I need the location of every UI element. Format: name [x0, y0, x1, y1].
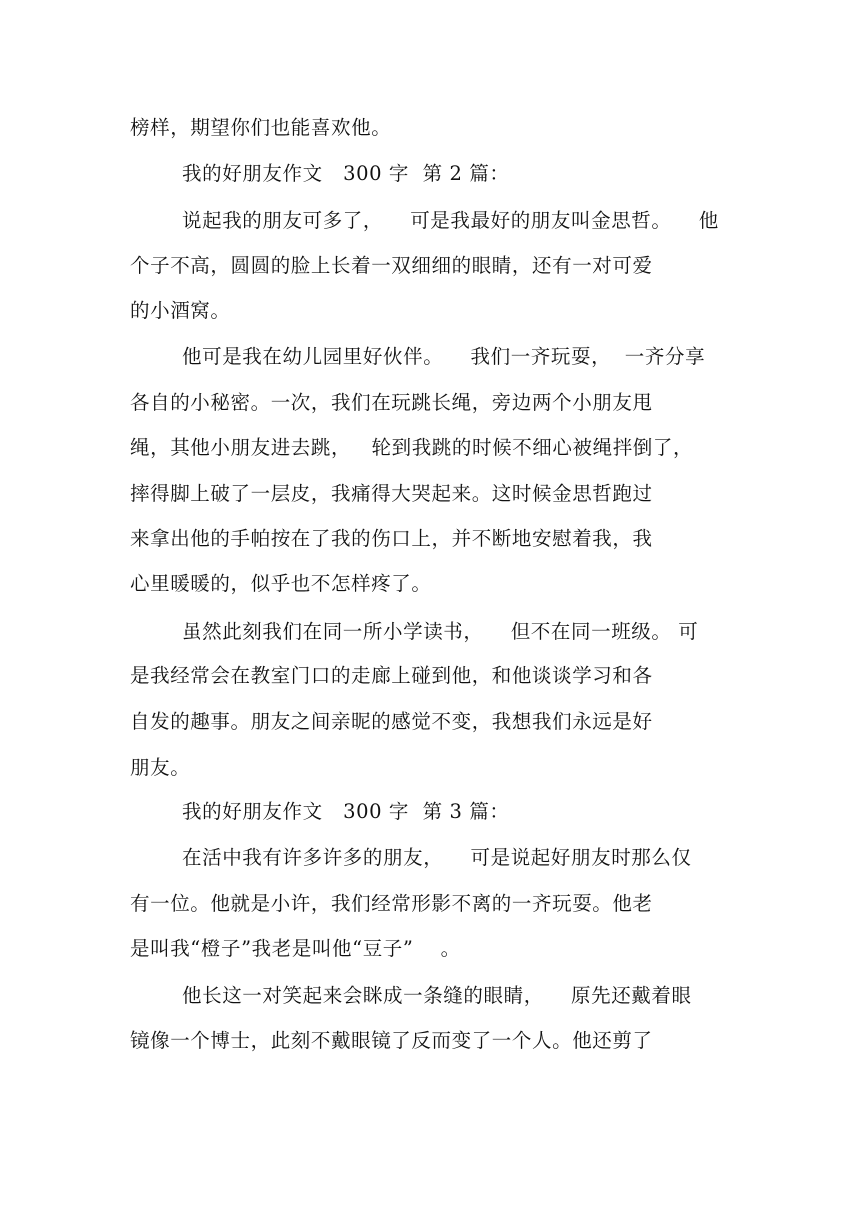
paragraph-line: 榜样，期望你们也能喜欢他。: [130, 116, 392, 139]
section-heading-3: 我的好朋友作文 300 字 第 3 篇：: [182, 800, 510, 823]
paragraph-line: 摔得脚上破了一层皮，我痛得大哭起来。这时候金思哲跑过: [130, 482, 653, 505]
paragraph-line: 绳，其他小朋友进去跳， 轮到我跳的时候不细心被绳拌倒了，: [130, 436, 694, 459]
paragraph-line: 是叫我“橙子”我老是叫他“豆子” 。: [130, 937, 461, 960]
paragraph-line: 个子不高，圆圆的脸上长着一双细细的眼睛，还有一对可爱: [130, 254, 653, 277]
paragraph-line: 镜像一个博士，此刻不戴眼镜了反而变了一个人。他还剪了: [130, 1029, 653, 1052]
paragraph-line: 是我经常会在教室门口的走廊上碰到他，和他谈谈学习和各: [130, 664, 653, 687]
paragraph-line: 有一位。他就是小许，我们经常形影不离的一齐玩耍。他老: [130, 892, 653, 915]
paragraph-line: 来拿出他的手帕按在了我的伤口上，并不断地安慰着我，我: [130, 527, 653, 550]
paragraph-line: 各自的小秘密。一次，我们在玩跳长绳，旁边两个小朋友甩: [130, 391, 653, 414]
paragraph-line: 说起我的朋友可多了， 可是我最好的朋友叫金思哲。 他: [182, 209, 719, 232]
paragraph-line: 心里暖暖的，似乎也不怎样疼了。: [130, 572, 432, 595]
paragraph-line: 他长这一对笑起来会眯成一条缝的眼睛， 原先还戴着眼: [182, 984, 692, 1007]
paragraph-line: 他可是我在幼儿园里好伙伴。 我们一齐玩耍， 一齐分享: [182, 345, 706, 368]
paragraph-line: 朋友。: [130, 756, 191, 779]
paragraph-line: 的小酒窝。: [130, 299, 231, 322]
paragraph-line: 自发的趣事。朋友之间亲昵的感觉不变，我想我们永远是好: [130, 710, 653, 733]
paragraph-line: 虽然此刻我们在同一所小学读书， 但不在同一班级。 可: [182, 620, 699, 643]
paragraph-line: 在活中我有许多许多的朋友， 可是说起好朋友时那么仅: [182, 846, 692, 869]
section-heading-2: 我的好朋友作文 300 字 第 2 篇：: [182, 162, 510, 185]
